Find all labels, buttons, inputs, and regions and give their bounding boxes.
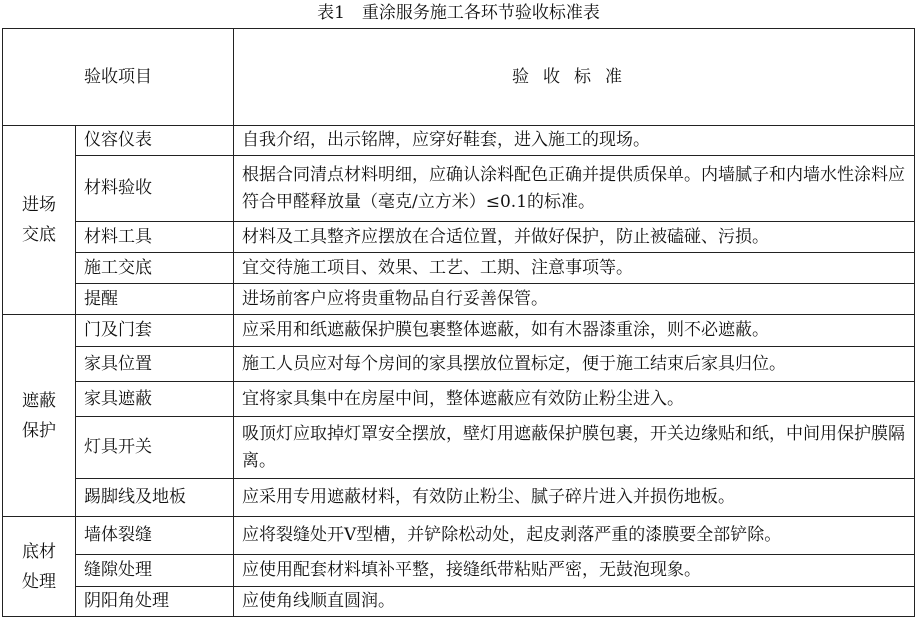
item-cell: 墙体裂缝 bbox=[76, 517, 234, 555]
table-row bbox=[3, 347, 915, 382]
table-row bbox=[3, 555, 915, 587]
item-cell: 仪容仪表 bbox=[76, 126, 234, 156]
group-label-line: 遮蔽 bbox=[22, 390, 56, 411]
standard-cell: 吸顶灯应取掉灯罩安全摆放，壁灯用遮蔽保护膜包裹，开关边缘贴和纸，中间用保护膜隔离。 bbox=[234, 417, 915, 479]
standard-cell: 应使角线顺直圆润。 bbox=[234, 587, 915, 617]
standard-cell: 施工人员应对每个房间的家具摆放位置标定，便于施工结束后家具归位。 bbox=[234, 347, 915, 382]
item-cell: 材料验收 bbox=[76, 156, 234, 222]
table-row bbox=[3, 284, 915, 315]
group-label-line: 保护 bbox=[22, 420, 56, 441]
item-cell: 阴阳角处理 bbox=[76, 587, 234, 617]
acceptance-standards-table bbox=[2, 28, 915, 617]
item-cell: 材料工具 bbox=[76, 222, 234, 253]
item-cell: 灯具开关 bbox=[76, 417, 234, 479]
standard-cell: 材料及工具整齐应摆放在合适位置，并做好保护，防止被磕碰、污损。 bbox=[234, 222, 915, 253]
standard-cell: 应使用配套材料填补平整，接缝纸带粘贴严密，无鼓泡现象。 bbox=[234, 555, 915, 587]
standard-cell: 应将裂缝处开Ⅴ型槽，并铲除松动处，起皮剥落严重的漆膜要全部铲除。 bbox=[234, 517, 915, 555]
table-row bbox=[3, 417, 915, 479]
group-label-line: 交底 bbox=[22, 225, 56, 245]
group-label bbox=[3, 315, 76, 517]
item-cell: 家具遮蔽 bbox=[76, 382, 234, 417]
standard-cell: 宜将家具集中在房屋中间，整体遮蔽应有效防止粉尘进入。 bbox=[234, 382, 915, 417]
table-row bbox=[3, 156, 915, 222]
group-label-line: 底材 bbox=[22, 541, 56, 562]
item-cell: 施工交底 bbox=[76, 253, 234, 284]
item-cell: 提醒 bbox=[76, 284, 234, 315]
item-cell: 踢脚线及地板 bbox=[76, 479, 234, 517]
table-row bbox=[3, 587, 915, 617]
group-label-line: 进场 bbox=[22, 195, 56, 215]
standard-cell: 宜交待施工项目、效果、工艺、工期、注意事项等。 bbox=[234, 253, 915, 284]
standard-cell: 进场前客户应将贵重物品自行妥善保管。 bbox=[234, 284, 915, 315]
table-row bbox=[3, 479, 915, 517]
group-label bbox=[3, 517, 76, 617]
standard-cell: 自我介绍，出示铭牌，应穿好鞋套，进入施工的现场。 bbox=[234, 126, 915, 156]
header-standard: 验收标准 bbox=[234, 29, 915, 126]
table-title: 表1 重涂服务施工各环节验收标准表 bbox=[317, 3, 600, 23]
table-row bbox=[3, 126, 915, 156]
standard-cell: 应采用专用遮蔽材料，有效防止粉尘、腻子碎片进入并损伤地板。 bbox=[234, 479, 915, 517]
table-row bbox=[3, 253, 915, 284]
table-row bbox=[3, 315, 915, 347]
table-row bbox=[3, 222, 915, 253]
table-row bbox=[3, 517, 915, 555]
item-cell: 家具位置 bbox=[76, 347, 234, 382]
group-label-line: 处理 bbox=[22, 571, 56, 592]
table-row bbox=[3, 382, 915, 417]
item-cell: 门及门套 bbox=[76, 315, 234, 347]
standard-cell: 应采用和纸遮蔽保护膜包裹整体遮蔽，如有木器漆重涂，则不必遮蔽。 bbox=[234, 315, 915, 347]
item-cell: 缝隙处理 bbox=[76, 555, 234, 587]
table-header-row bbox=[3, 29, 915, 126]
header-item: 验收项目 bbox=[3, 29, 234, 126]
standard-cell: 根据合同清点材料明细，应确认涂料配色正确并提供质保单。内墙腻子和内墙水性涂料应符合甲醛释放量（毫克/立方米）≤0.1的标准。 bbox=[234, 156, 915, 222]
group-label bbox=[3, 126, 76, 315]
